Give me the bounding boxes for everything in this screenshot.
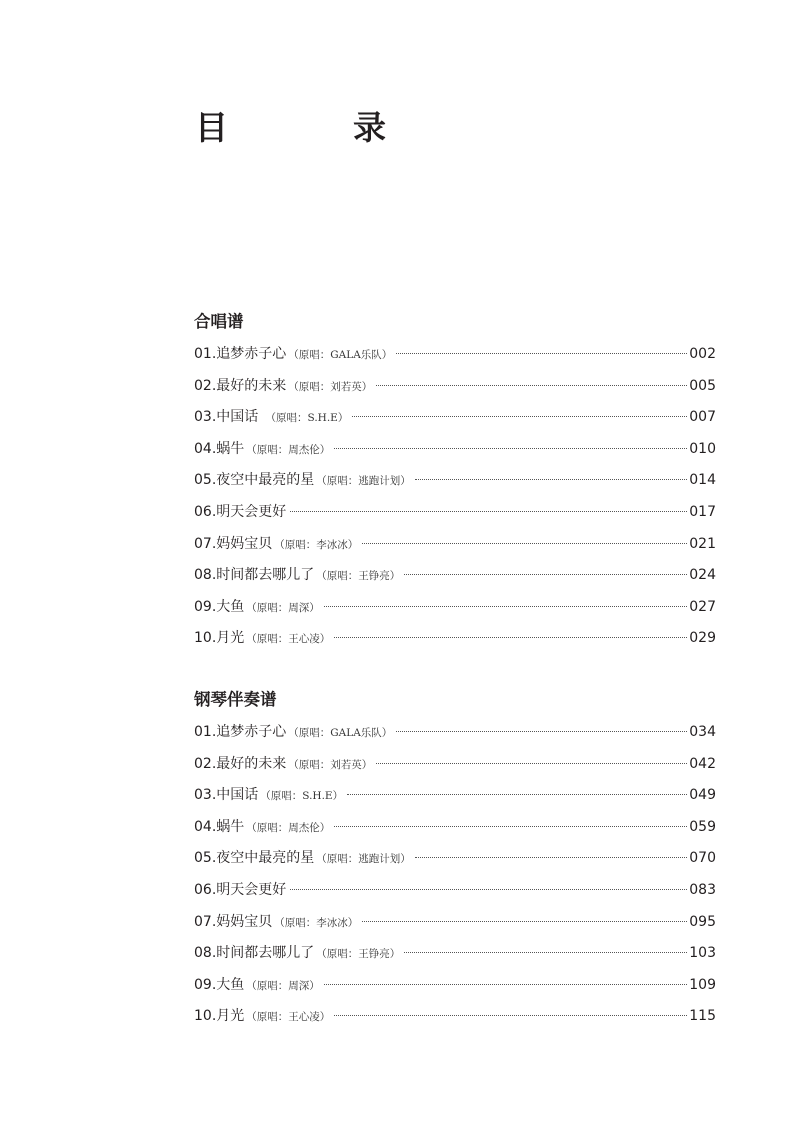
- toc-entry[interactable]: [194, 812, 716, 844]
- entry-credit: （原唱：王心凌）: [246, 633, 331, 646]
- entry-number: 08.: [194, 567, 217, 584]
- dot-leader: [347, 794, 687, 795]
- section-heading: 钢琴伴奏谱: [194, 690, 277, 709]
- dot-leader: [362, 921, 687, 922]
- entry-page-number: 007: [689, 409, 716, 426]
- toc-entry[interactable]: [194, 938, 716, 970]
- dot-leader: [362, 543, 687, 544]
- toc-entry[interactable]: [194, 780, 716, 812]
- entry-credit: （原唱：GALA乐队）: [288, 727, 393, 739]
- entry-title: 追梦赤子心: [216, 724, 287, 740]
- toc-entry[interactable]: [194, 623, 716, 655]
- entry-title: 妈妈宝贝: [216, 535, 273, 552]
- entry-number: 07.: [194, 535, 217, 552]
- dot-leader: [376, 763, 687, 764]
- entry-number: 07.: [194, 913, 217, 930]
- dot-leader: [334, 637, 687, 638]
- entry-title: 明天会更好: [216, 503, 287, 520]
- entry-credit: （原唱：周杰伦）: [246, 443, 331, 456]
- dot-leader: [415, 857, 688, 858]
- entry-title: 中国话: [216, 787, 259, 804]
- toc-entry[interactable]: [194, 1001, 716, 1033]
- entry-title: 妈妈宝贝: [216, 913, 273, 930]
- entry-page-number: 103: [689, 945, 716, 962]
- entry-number: 08.: [194, 945, 217, 962]
- toc-entry[interactable]: [194, 843, 716, 875]
- entry-title: 最好的未来: [216, 755, 287, 772]
- entry-title: 夜空中最亮的星: [216, 472, 315, 489]
- dot-leader: [334, 448, 687, 449]
- toc-entry[interactable]: [194, 497, 716, 529]
- entry-credit: （原唱：逃跑计划）: [316, 853, 411, 866]
- toc-entry[interactable]: [194, 371, 716, 403]
- dot-leader: [324, 984, 688, 985]
- entry-credit: （原唱：S.H.E）: [260, 790, 344, 803]
- dot-leader: [415, 479, 688, 480]
- entry-page-number: 042: [689, 755, 716, 772]
- dot-leader: [396, 731, 687, 732]
- entry-title: 月光: [216, 630, 245, 647]
- entry-page-number: 024: [689, 567, 716, 584]
- entry-page-number: 115: [689, 1008, 716, 1025]
- entry-credit: （原唱：GALA乐队）: [288, 349, 393, 361]
- toc-entry[interactable]: [194, 339, 716, 371]
- entry-title: 大鱼: [216, 976, 245, 993]
- entry-number: 09.: [194, 598, 217, 615]
- entry-number: 10.: [194, 630, 217, 647]
- entry-page-number: 021: [689, 535, 716, 552]
- dot-leader: [396, 353, 687, 354]
- entry-page-number: 070: [689, 850, 716, 867]
- entry-title: 中国话: [216, 409, 259, 426]
- entry-title: 最好的未来: [216, 377, 287, 394]
- entry-number: 03.: [194, 409, 217, 426]
- toc-entry[interactable]: [194, 465, 716, 497]
- dot-leader: [352, 416, 687, 417]
- entry-title: 月光: [216, 1008, 245, 1025]
- toc-entry[interactable]: [194, 434, 716, 466]
- entry-credit: （原唱：周深）: [246, 979, 320, 992]
- entry-page-number: 059: [689, 818, 716, 835]
- toc-list: [194, 717, 716, 1033]
- dot-leader: [334, 1015, 687, 1016]
- entry-number: 09.: [194, 976, 217, 993]
- entry-title: 夜空中最亮的星: [216, 850, 315, 867]
- entry-number: 01.: [194, 724, 217, 740]
- entry-number: 01.: [194, 346, 217, 362]
- entry-page-number: 017: [689, 503, 716, 520]
- dot-leader: [290, 511, 687, 512]
- dot-leader: [290, 889, 687, 890]
- dot-leader: [404, 574, 687, 575]
- entry-number: 04.: [194, 818, 217, 835]
- entry-page-number: 014: [689, 472, 716, 489]
- entry-page-number: 034: [689, 724, 716, 740]
- entry-credit: （原唱：S.H.E）: [260, 412, 349, 425]
- entry-number: 05.: [194, 850, 217, 867]
- entry-number: 06.: [194, 881, 217, 898]
- toc-entry[interactable]: [194, 749, 716, 781]
- section-piano-accompaniment: [194, 685, 716, 1033]
- dot-leader: [334, 826, 687, 827]
- entry-page-number: 049: [689, 787, 716, 804]
- entry-number: 02.: [194, 755, 217, 772]
- entry-page-number: 010: [689, 440, 716, 457]
- entry-title: 追梦赤子心: [216, 346, 287, 362]
- entry-page-number: 029: [689, 630, 716, 647]
- entry-title: 时间都去哪儿了: [216, 945, 315, 962]
- entry-title: 蜗牛: [216, 818, 245, 835]
- entry-credit: （原唱：周深）: [246, 601, 320, 614]
- entry-credit: （原唱：王心凌）: [246, 1011, 331, 1024]
- dot-leader: [404, 952, 687, 953]
- entry-page-number: 083: [689, 881, 716, 898]
- entry-number: 06.: [194, 503, 217, 520]
- entry-number: 02.: [194, 377, 217, 394]
- entry-credit: （原唱：周杰伦）: [246, 821, 331, 834]
- toc-entry[interactable]: [194, 402, 716, 434]
- toc-entry[interactable]: [194, 717, 716, 749]
- entry-credit: （原唱：刘若英）: [288, 380, 373, 393]
- toc-entry[interactable]: [194, 592, 716, 624]
- entry-number: 05.: [194, 472, 217, 489]
- toc-entry[interactable]: [194, 529, 716, 561]
- entry-title: 蜗牛: [216, 440, 245, 457]
- toc-entry[interactable]: [194, 970, 716, 1002]
- entry-page-number: 109: [689, 976, 716, 993]
- entry-credit: （原唱：王铮亮）: [316, 570, 401, 583]
- entry-credit: （原唱：刘若英）: [288, 758, 373, 771]
- entry-title: 明天会更好: [216, 881, 287, 898]
- entry-page-number: 027: [689, 598, 716, 615]
- entry-page-number: 002: [689, 346, 716, 362]
- entry-credit: （原唱：李冰冰）: [274, 916, 359, 929]
- toc-entry[interactable]: [194, 875, 716, 907]
- section-choral-scores: [194, 307, 716, 655]
- entry-title: 时间都去哪儿了: [216, 567, 315, 584]
- toc-entry[interactable]: [194, 907, 716, 939]
- entry-title: 大鱼: [216, 598, 245, 615]
- entry-credit: （原唱：逃跑计划）: [316, 475, 411, 488]
- toc-list: [194, 339, 716, 655]
- entry-number: 03.: [194, 787, 217, 804]
- entry-number: 04.: [194, 440, 217, 457]
- dot-leader: [324, 606, 688, 607]
- dot-leader: [376, 385, 687, 386]
- entry-credit: （原唱：李冰冰）: [274, 538, 359, 551]
- section-heading: 合唱谱: [194, 312, 244, 331]
- entry-page-number: 095: [689, 913, 716, 930]
- entry-number: 10.: [194, 1008, 217, 1025]
- entry-page-number: 005: [689, 377, 716, 394]
- page-title: 目 录: [195, 108, 432, 147]
- toc-entry[interactable]: [194, 560, 716, 592]
- entry-credit: （原唱：王铮亮）: [316, 948, 401, 961]
